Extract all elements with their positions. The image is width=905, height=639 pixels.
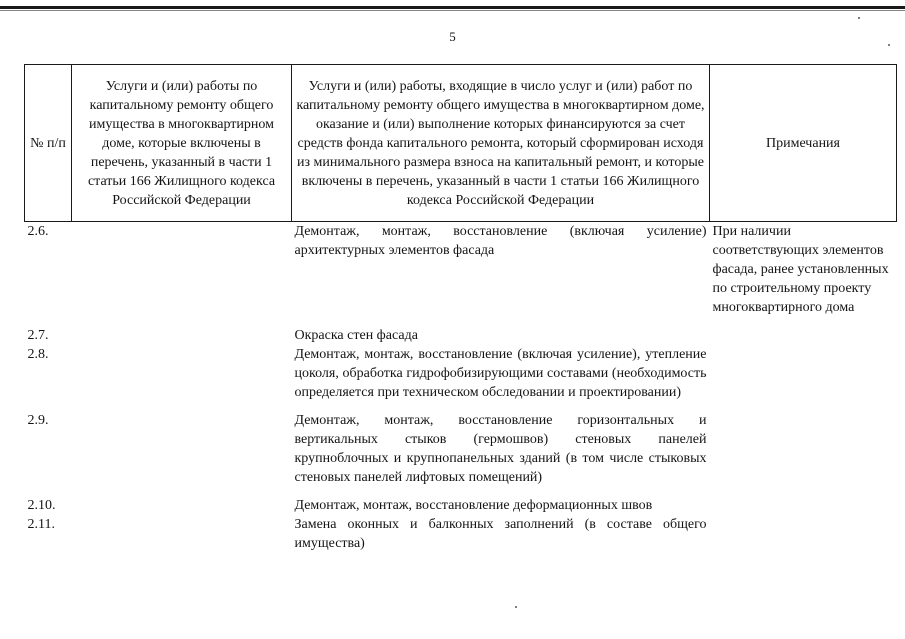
header-num: № п/п [25, 65, 72, 222]
row-note [710, 345, 897, 402]
header-capital-repair-works: Услуги и (или) работы по капитальному ремонту общего имущества в многоквартирном доме, которые включены в перечень, указанный в части 1 статьи 166 Жилищного кодекса Российской Федерации [72, 65, 292, 222]
header-services: Услуги и (или) работы, входящие в число услуг и (или) работ по капитальному ремонту общего имущества в многоквартирном доме, оказание и (или) выполнение которых финансируются за счет средств фонда капитального ремонта, который сформирован исходя из минимального размера взноса на капитальный ремонт, и которые включены в перечень, указанный в части 1 статьи 166 Жилищного кодекса Российской Федерации [292, 65, 710, 222]
scan-speck [858, 17, 860, 19]
table-header-row [25, 65, 897, 222]
row-note: При наличии соответствующих элементов фасада, ранее установленных по строительному проекту многоквартирного дома [712, 224, 889, 315]
row-service: Демонтаж, монтаж, восстановление (включая усиление), утепление цоколя, обработка гидрофобизирующими составами (необходимость определяется при техническом обследовании и проектировании) [294, 347, 707, 400]
row-work [72, 326, 292, 345]
table-row [25, 222, 897, 318]
table-row [25, 345, 897, 402]
row-work [72, 411, 292, 487]
row-note [710, 411, 897, 487]
row-service: Демонтаж, монтаж, восстановление горизонтальных и вертикальных стыков (гермошвов) стеновых панелей крупноблочных и крупнопанельных зданий (в том числе стыковых стеновых панелей лифтовых помещений) [294, 413, 707, 485]
table-row [25, 515, 897, 553]
table-row [25, 411, 897, 487]
scan-speck [515, 606, 517, 608]
row-note [710, 496, 897, 515]
row-work [72, 515, 292, 553]
row-service: Демонтаж, монтаж, восстановление (включая усиление) архитектурных элементов фасада [294, 224, 707, 258]
header-notes: Примечания [710, 65, 897, 222]
page-number: 5 [449, 29, 456, 44]
works-table [24, 64, 897, 553]
row-note [710, 515, 897, 553]
table-row [25, 326, 897, 345]
row-number: 2.8. [27, 347, 49, 362]
row-service: Замена оконных и балконных заполнений (в составе общего имущества) [294, 517, 707, 551]
row-number: 2.9. [27, 413, 49, 428]
row-work [72, 222, 292, 318]
row-service: Демонтаж, монтаж, восстановление деформационных швов [294, 498, 653, 513]
row-work [72, 496, 292, 515]
row-number: 2.11. [27, 517, 55, 532]
row-service: Окраска стен фасада [294, 328, 418, 343]
top-border-line [0, 6, 905, 9]
table-row [25, 496, 897, 515]
row-number: 2.6. [27, 224, 49, 239]
row-number: 2.10. [27, 498, 56, 513]
row-note [710, 326, 897, 345]
top-border-line-thin [0, 10, 905, 11]
row-work [72, 345, 292, 402]
row-number: 2.7. [27, 328, 49, 343]
